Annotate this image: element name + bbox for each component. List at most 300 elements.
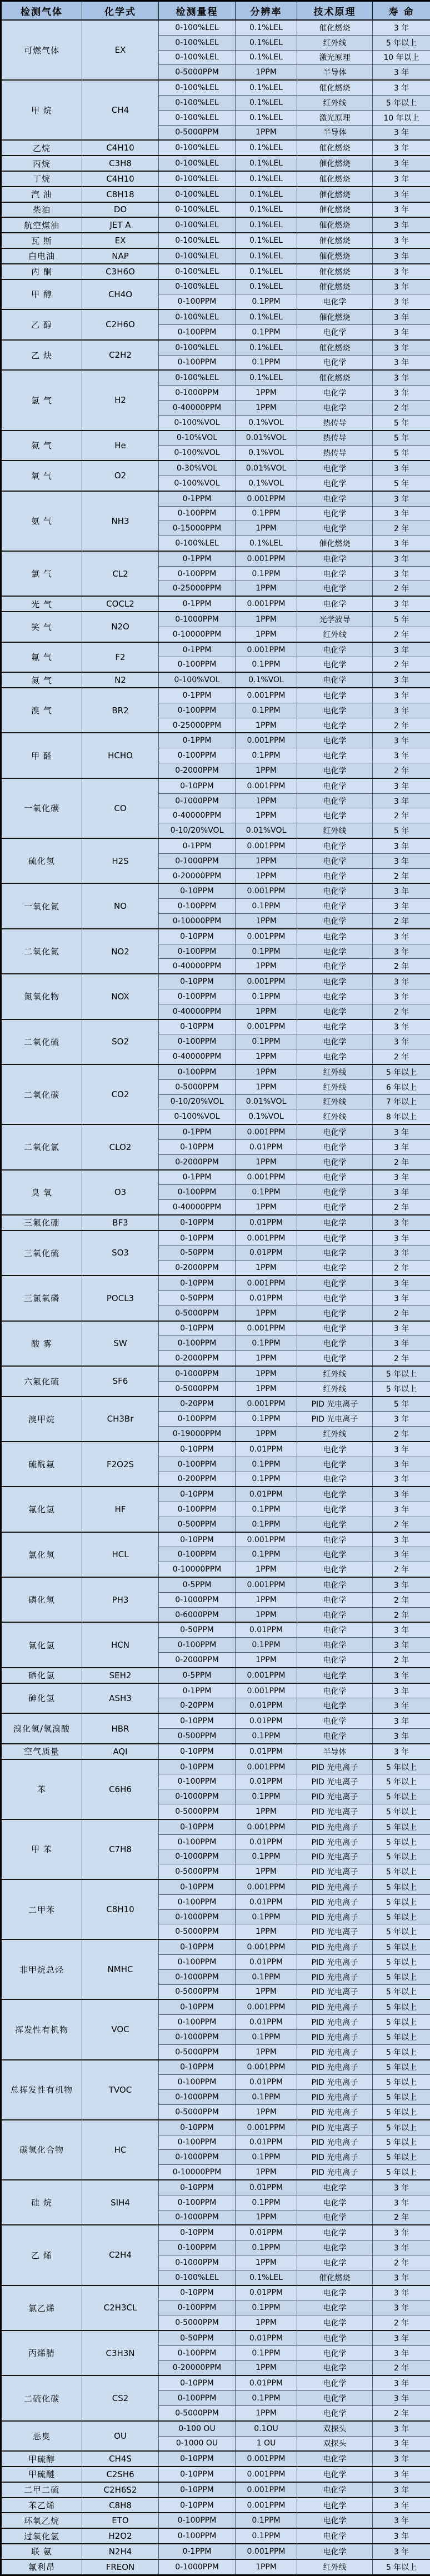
formula-cell: AQI [82,1744,159,1759]
table-row [1,80,430,95]
principle-cell: 电化学 [297,2513,373,2528]
lifespan-cell: 3 年 [373,65,430,80]
lifespan-cell: 2 年 [373,914,430,929]
principle-cell: 电化学 [297,1472,373,1487]
principle-cell: 电化学 [297,1729,373,1744]
principle-cell: 电化学 [297,899,373,914]
resolution-cell: 0.001PPM [236,596,297,612]
gas-name-cell: 三氟化硼 [1,1215,82,1231]
lifespan-cell: 3 年 [373,2528,430,2544]
gas-name-cell: 一氧化碳 [1,778,82,838]
formula-cell: C2H6S2 [82,2482,159,2498]
range-cell: 0-10PPM [159,1759,236,1774]
gas-name-cell: 柴油 [1,202,82,218]
lifespan-cell: 5 年以上 [373,2150,430,2165]
table-row [1,2544,430,2559]
table-row [1,672,430,688]
resolution-cell: 0.01PPM [236,1215,297,1231]
lifespan-cell: 5 年以上 [373,2015,430,2030]
lifespan-cell: 3 年 [373,506,430,521]
lifespan-cell: 3 年 [373,171,430,187]
lifespan-cell: 5 年以上 [373,2029,430,2044]
lifespan-cell: 5 年以上 [373,1774,430,1789]
range-cell: 0-10PPM [159,1231,236,1246]
gas-name-cell: 乙烷 [1,140,82,156]
gas-name-cell: 过氧化氢 [1,2528,82,2544]
principle-cell: 电化学 [297,2498,373,2513]
principle-cell: 电化学 [297,974,373,989]
range-cell: 0-100PPM [159,2135,236,2150]
resolution-cell: 0.001PPM [236,688,297,703]
resolution-cell: 0.1PPM [236,989,297,1004]
gas-name-cell: 氟化氢 [1,1487,82,1532]
resolution-cell: 0.1PPM [236,2345,297,2360]
principle-cell: 催化燃烧 [297,536,373,551]
resolution-cell: 0.1%VOL [236,476,297,491]
table-row [1,217,430,233]
formula-cell: BR2 [82,688,159,733]
range-cell: 0-1000PPM [159,1969,236,1984]
range-cell: 0-100%LEL [159,370,236,385]
range-cell: 0-10PPM [159,2120,236,2135]
resolution-cell: 1PPM [236,1261,297,1276]
principle-cell: 电化学 [297,838,373,853]
resolution-cell: 0.001PPM [236,1759,297,1774]
lifespan-cell: 3 年 [373,1683,430,1698]
lifespan-cell: 8 年以上 [373,1109,430,1124]
gas-table-body [1,20,430,2575]
principle-cell: 电化学 [297,1170,373,1185]
table-row [1,2559,430,2575]
range-cell: 0-1PPM [159,1124,236,1139]
range-cell: 0-100%LEL [159,187,236,202]
range-cell: 0-100%LEL [159,171,236,187]
principle-cell: 催化燃烧 [297,2270,373,2285]
resolution-cell: 0.1PPM [236,506,297,521]
resolution-cell: 0.001PPM [236,1999,297,2014]
principle-cell: 电化学 [297,1638,373,1653]
resolution-cell: 0.1%LEL [236,80,297,95]
range-cell: 0-2000PPM [159,1154,236,1169]
resolution-cell: 1PPM [236,793,297,808]
lifespan-cell: 5 年以上 [373,2044,430,2059]
lifespan-cell: 3 年 [373,2391,430,2406]
gas-name-cell: 甲 苯 [1,1819,82,1879]
formula-cell: C8H10 [82,1879,159,1939]
principle-cell: 电化学 [297,506,373,521]
lifespan-cell: 3 年 [373,2544,430,2559]
principle-cell: 电化学 [297,2300,373,2315]
gas-name-cell: 氨 气 [1,491,82,551]
resolution-cell: 0.1%LEL [236,110,297,125]
principle-cell: 电化学 [297,521,373,536]
lifespan-cell: 3 年 [373,1124,430,1139]
resolution-cell: 0.01%VOL [236,431,297,446]
formula-cell: CL2 [82,551,159,596]
range-cell: 0-5000PPM [159,1079,236,1094]
principle-cell: PID 光电离子 [297,2090,373,2105]
range-cell: 0-100PPM [159,2391,236,2406]
table-row [1,431,430,446]
range-cell: 0-500PPM [159,1729,236,1744]
resolution-cell: 1PPM [236,1154,297,1169]
lifespan-cell: 5 年以上 [373,2075,430,2090]
range-cell: 0-5000PPM [159,1984,236,1999]
formula-cell: He [82,431,159,461]
lifespan-cell: 3 年 [373,672,430,688]
resolution-cell: 0.01PPM [236,1442,297,1457]
resolution-cell: 0.001PPM [236,929,297,944]
resolution-cell: 0.01PPM [236,1290,297,1305]
gas-name-cell: 甲 醛 [1,733,82,778]
principle-cell: 激光原理 [297,110,373,125]
formula-cell: C8H8 [82,2498,159,2513]
range-cell: 0-5000PPM [159,1864,236,1879]
range-cell: 0-100PPM [159,2528,236,2544]
gas-name-cell: 非甲烷总烃 [1,1939,82,1999]
resolution-cell: 0.001PPM [236,1231,297,1246]
range-cell: 0-100PPM [159,1774,236,1789]
gas-name-cell: 氯乙烯 [1,2285,82,2330]
gas-name-cell: 氮氧化物 [1,974,82,1019]
lifespan-cell: 3 年 [373,2270,430,2285]
resolution-cell: 0.1PPM [236,2195,297,2210]
lifespan-cell: 3 年 [373,2421,430,2436]
formula-cell: SIH4 [82,2180,159,2225]
lifespan-cell: 3 年 [373,233,430,248]
formula-cell: SO2 [82,1019,159,1064]
gas-name-cell: 二硫化碳 [1,2375,82,2420]
principle-cell: PID 光电离子 [297,2104,373,2119]
lifespan-cell: 5 年 [373,1397,430,1412]
principle-cell: 电化学 [297,2528,373,2544]
principle-cell: PID 光电离子 [297,2120,373,2135]
lifespan-cell: 3 年 [373,1502,430,1517]
formula-cell: COCL2 [82,596,159,612]
resolution-cell: 0.1PPM [236,2240,297,2255]
principle-cell: 电化学 [297,1231,373,1246]
principle-cell: 电化学 [297,1607,373,1622]
table-row [1,1622,430,1637]
lifespan-cell: 3 年 [373,853,430,868]
lifespan-cell: 2 年 [373,2360,430,2375]
table-row [1,838,430,853]
principle-cell: 电化学 [297,1321,373,1336]
lifespan-cell: 10 年以上 [373,110,430,125]
principle-cell: 电化学 [297,2255,373,2270]
lifespan-cell: 2 年 [373,808,430,823]
range-cell: 0-10PPM [159,2180,236,2195]
range-cell: 0-100PPM [159,506,236,521]
table-row [1,1215,430,1231]
lifespan-cell: 2 年 [373,718,430,733]
resolution-cell: 0.001PPM [236,2120,297,2135]
principle-cell: 电化学 [297,2225,373,2240]
formula-cell: NMHC [82,1939,159,1999]
principle-cell: PID 光电离子 [297,2075,373,2090]
table-row [1,1487,430,1502]
range-cell: 0-100PPM [159,2345,236,2360]
range-cell: 0-100PPM [159,899,236,914]
range-cell: 0-10000PPM [159,627,236,642]
resolution-cell: 1PPM [236,386,297,401]
table-row [1,2513,430,2528]
lifespan-cell: 3 年 [373,248,430,264]
formula-cell: HCHO [82,733,159,778]
resolution-cell: 1PPM [236,2405,297,2420]
range-cell: 0-40000PPM [159,808,236,823]
lifespan-cell: 5 年以上 [373,1894,430,1909]
principle-cell: PID 光电离子 [297,1894,373,1909]
principle-cell: 红外线 [297,1381,373,1396]
range-cell: 0-10PPM [159,1019,236,1034]
range-cell: 0-10PPM [159,1215,236,1231]
formula-cell: SEH2 [82,1668,159,1683]
resolution-cell: 0.01PPM [236,1622,297,1637]
principle-cell: 电化学 [297,1442,373,1457]
lifespan-cell: 3 年 [373,264,430,279]
table-row [1,733,430,748]
resolution-cell: 1PPM [236,718,297,733]
principle-cell: PID 光电离子 [297,1789,373,1804]
principle-cell: 电化学 [297,2315,373,2330]
range-cell: 0-100%LEL [159,110,236,125]
formula-cell: C2H6O [82,309,159,340]
resolution-cell: 0.1%LEL [236,140,297,156]
principle-cell: 电化学 [297,355,373,370]
range-cell: 0-10/20%VOL [159,1094,236,1109]
gas-name-cell: 瓦 斯 [1,233,82,248]
resolution-cell: 0.1PPM [236,294,297,309]
table-row [1,1231,430,1246]
principle-cell: 催化燃烧 [297,340,373,355]
range-cell: 0-15000PPM [159,521,236,536]
gas-name-cell: 氧 气 [1,461,82,491]
formula-cell: SF6 [82,1366,159,1397]
gas-name-cell: 酸 雾 [1,1321,82,1366]
lifespan-cell: 5 年以上 [373,1984,430,1999]
formula-cell: HBR [82,1713,159,1744]
gas-name-cell: 二甲二硫 [1,2482,82,2498]
range-cell: 0-50PPM [159,2330,236,2345]
range-cell: 0-100PPM [159,2240,236,2255]
lifespan-cell: 5 年以上 [373,2165,430,2180]
principle-cell: 电化学 [297,1698,373,1713]
resolution-cell: 0.1PPM [236,944,297,959]
formula-cell: CH4 [82,80,159,140]
resolution-cell: 0.1PPM [236,1457,297,1472]
resolution-cell: 1PPM [236,612,297,627]
formula-cell: ETO [82,2513,159,2528]
resolution-cell: 0.1%LEL [236,35,297,50]
lifespan-cell: 3 年 [373,1442,430,1457]
lifespan-cell: 3 年 [373,1713,430,1728]
gas-name-cell: 乙 烯 [1,2225,82,2285]
header-lifespan: 寿 命 [373,1,430,21]
formula-cell: NO [82,883,159,928]
formula-cell: N2H4 [82,2544,159,2559]
resolution-cell: 0.01PPM [236,2225,297,2240]
resolution-cell: 0.01PPM [236,1246,297,1261]
principle-cell: PID 光电离子 [297,1939,373,1954]
table-row [1,1442,430,1457]
resolution-cell: 0.1PPM [236,2300,297,2315]
principle-cell: PID 光电离子 [297,1864,373,1879]
lifespan-cell: 3 年 [373,279,430,294]
lifespan-cell: 2 年 [373,2405,430,2420]
lifespan-cell: 3 年 [373,2240,430,2255]
formula-cell: N2O [82,612,159,642]
resolution-cell: 0.1OU [236,2421,297,2436]
table-row [1,2421,430,2436]
lifespan-cell: 3 年 [373,140,430,156]
resolution-cell: 0.1%LEL [236,202,297,218]
gas-name-cell: 氟 气 [1,642,82,673]
resolution-cell: 0.1PPM [236,1034,297,1049]
range-cell: 0-1PPM [159,596,236,612]
table-row [1,1744,430,1759]
resolution-cell: 0.1PPM [236,1909,297,1924]
lifespan-cell: 3 年 [373,1034,430,1049]
lifespan-cell: 3 年 [373,1321,430,1336]
formula-cell: C2H2 [82,340,159,371]
principle-cell: 电化学 [297,883,373,898]
table-row [1,1397,430,1412]
formula-cell: C7H8 [82,1819,159,1879]
lifespan-cell: 2 年 [373,1154,430,1169]
formula-cell: C2H4 [82,2225,159,2285]
range-cell: 0-5000PPM [159,65,236,80]
resolution-cell: 0.001PPM [236,1683,297,1698]
gas-name-cell: 硅 烷 [1,2180,82,2225]
lifespan-cell: 2 年 [373,1049,430,1064]
lifespan-cell: 3 年 [373,461,430,476]
lifespan-cell: 3 年 [373,838,430,853]
range-cell: 0-2000PPM [159,1351,236,1366]
lifespan-cell: 5 年以上 [373,1969,430,1984]
range-cell: 0-200PPM [159,1472,236,1487]
resolution-cell: 1PPM [236,2360,297,2375]
lifespan-cell: 2 年 [373,1305,430,1320]
lifespan-cell: 3 年 [373,2180,430,2195]
principle-cell: 红外线 [297,35,373,50]
principle-cell: 电化学 [297,703,373,718]
principle-cell: PID 光电离子 [297,1834,373,1849]
formula-cell: HF [82,1487,159,1532]
range-cell: 0-500PPM [159,1517,236,1532]
resolution-cell: 0.001PPM [236,1397,297,1412]
lifespan-cell: 3 年 [373,703,430,718]
range-cell: 0-100PPM [159,1955,236,1970]
range-cell: 0-10PPM [159,2451,236,2467]
resolution-cell: 1PPM [236,1381,297,1396]
gas-name-cell: 二氧化碳 [1,1064,82,1124]
range-cell: 0-10PPM [159,1487,236,1502]
lifespan-cell: 2 年 [373,657,430,672]
lifespan-cell: 10 年以上 [373,50,430,65]
lifespan-cell: 3 年 [373,217,430,233]
range-cell: 0-10PPM [159,2285,236,2300]
lifespan-cell: 2 年 [373,1562,430,1577]
lifespan-cell: 2 年 [373,1592,430,1607]
table-row [1,2498,430,2513]
lifespan-cell: 3 年 [373,793,430,808]
principle-cell: 电化学 [297,1246,373,1261]
lifespan-cell: 5 年以上 [373,1864,430,1879]
table-row [1,1759,430,1774]
range-cell: 0-1PPM [159,2544,236,2559]
principle-cell: PID 光电离子 [297,1819,373,1834]
principle-cell: 催化燃烧 [297,202,373,218]
range-cell: 0-10PPM [159,2060,236,2075]
range-cell: 0-10PPM [159,2225,236,2240]
resolution-cell: 0.01%VOL [236,1094,297,1109]
lifespan-cell: 3 年 [373,355,430,370]
lifespan-cell: 3 年 [373,80,430,95]
lifespan-cell: 3 年 [373,748,430,763]
range-cell: 0-5000PPM [159,1305,236,1320]
lifespan-cell: 5 年以上 [373,1759,430,1774]
formula-cell: CLO2 [82,1124,159,1169]
lifespan-cell: 3 年 [373,2498,430,2513]
range-cell: 0-100%LEL [159,217,236,233]
lifespan-cell: 5 年以上 [373,1804,430,1819]
resolution-cell: 0.01PPM [236,2375,297,2390]
principle-cell: 电化学 [297,1562,373,1577]
resolution-cell: 0.1%LEL [236,279,297,294]
lifespan-cell: 3 年 [373,2467,430,2482]
lifespan-cell: 3 年 [373,1729,430,1744]
lifespan-cell: 3 年 [373,1622,430,1637]
table-row [1,370,430,385]
principle-cell: 催化燃烧 [297,217,373,233]
principle-cell: 电化学 [297,1185,373,1200]
table-row [1,20,430,35]
lifespan-cell: 3 年 [373,688,430,703]
range-cell: 0-100%LEL [159,279,236,294]
principle-cell: 催化燃烧 [297,171,373,187]
range-cell: 0-100PPM [159,989,236,1004]
resolution-cell: 1PPM [236,1366,297,1381]
table-row [1,491,430,506]
principle-cell: 电化学 [297,1653,373,1668]
resolution-cell: 1PPM [236,1653,297,1668]
table-row [1,2528,430,2544]
resolution-cell: 0.01PPM [236,1894,297,1909]
principle-cell: 电化学 [297,1713,373,1728]
gas-name-cell: 环氧乙烷 [1,2513,82,2528]
principle-cell: 红外线 [297,1064,373,1079]
lifespan-cell: 3 年 [373,2375,430,2390]
table-row [1,1532,430,1547]
table-row [1,1668,430,1683]
range-cell: 0-1000PPM [159,1909,236,1924]
formula-cell: C8H18 [82,187,159,202]
range-cell: 0-10PPM [159,2467,236,2482]
principle-cell: 电化学 [297,1547,373,1562]
table-row [1,974,430,989]
resolution-cell: 0.1PPM [236,1547,297,1562]
lifespan-cell: 5 年 [373,446,430,461]
range-cell: 0-10PPM [159,1713,236,1728]
principle-cell: 电化学 [297,989,373,1004]
range-cell: 0-100%LEL [159,264,236,279]
principle-cell: 电化学 [297,1261,373,1276]
range-cell: 0-5000PPM [159,125,236,140]
gas-name-cell: 氢 气 [1,370,82,430]
lifespan-cell: 5 年以上 [373,1924,430,1939]
range-cell: 0-100PPM [159,1894,236,1909]
